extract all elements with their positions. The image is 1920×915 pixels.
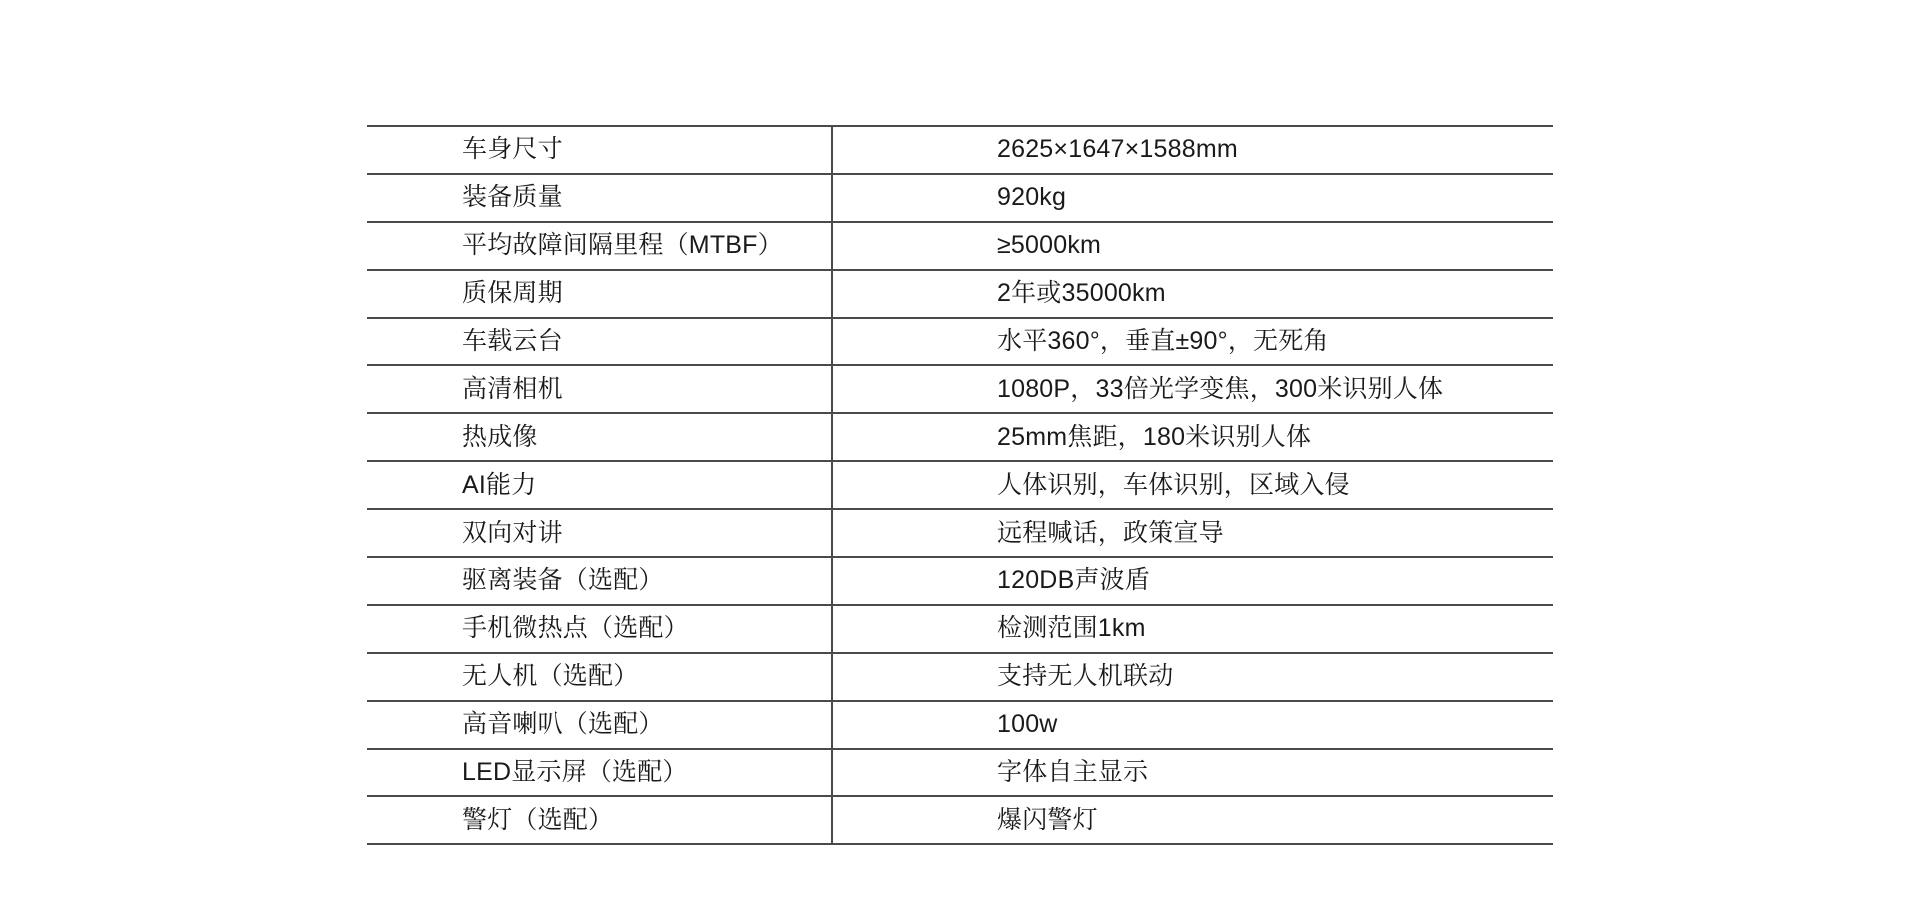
spec-value: 2625×1647×1588mm: [997, 135, 1238, 164]
spec-table-row: [367, 175, 1553, 223]
spec-value: 远程喊话，政策宣导: [997, 518, 1224, 547]
spec-label: 双向对讲: [367, 510, 833, 556]
spec-label: 高清相机: [367, 366, 833, 412]
spec-value: 检测范围1km: [997, 614, 1146, 643]
spec-table-row: [367, 797, 1553, 845]
spec-value: 支持无人机联动: [997, 662, 1174, 691]
spec-label: 无人机（选配）: [367, 654, 833, 700]
spec-label: 平均故障间隔里程（MTBF）: [367, 223, 833, 269]
spec-value: ≥5000km: [997, 231, 1102, 260]
spec-label: 车载云台: [367, 319, 833, 365]
spec-value: 2年或35000km: [997, 279, 1166, 308]
spec-value: 100w: [997, 710, 1058, 739]
spec-table-row: [367, 558, 1553, 606]
spec-value: 1080P，33倍光学变焦，300米识别人体: [997, 374, 1444, 403]
spec-value: 120DB声波盾: [997, 566, 1151, 595]
spec-table-row: [367, 654, 1553, 702]
spec-value: 人体识别，车体识别，区域入侵: [997, 470, 1350, 499]
spec-label: AI能力: [367, 462, 833, 508]
spec-value: 25mm焦距，180米识别人体: [997, 422, 1312, 451]
spec-value: 920kg: [997, 183, 1067, 212]
spec-label: 质保周期: [367, 271, 833, 317]
spec-label: 装备质量: [367, 175, 833, 221]
spec-table-row: [367, 366, 1553, 414]
spec-table-row: [367, 414, 1553, 462]
spec-label: 车身尺寸: [367, 127, 833, 173]
spec-label: 驱离装备（选配）: [367, 558, 833, 604]
spec-table-row: [367, 606, 1553, 654]
spec-table-row: [367, 510, 1553, 558]
spec-value: 爆闪警灯: [997, 805, 1098, 834]
spec-label: 高音喇叭（选配）: [367, 702, 833, 748]
spec-table-row: [367, 127, 1553, 175]
spec-value: 水平360°，垂直±90°，无死角: [997, 327, 1329, 355]
spec-table-row: [367, 271, 1553, 319]
spec-table-row: [367, 462, 1553, 510]
spec-table-row: [367, 750, 1553, 798]
spec-label: 警灯（选配）: [367, 797, 833, 843]
spec-table-row: [367, 702, 1553, 750]
spec-label: 手机微热点（选配）: [367, 606, 833, 652]
spec-table: [367, 125, 1553, 845]
spec-value: 字体自主显示: [997, 758, 1149, 787]
spec-label: LED显示屏（选配）: [367, 750, 833, 796]
spec-table-row: [367, 319, 1553, 367]
spec-table-row: [367, 223, 1553, 271]
spec-label: 热成像: [367, 414, 833, 460]
